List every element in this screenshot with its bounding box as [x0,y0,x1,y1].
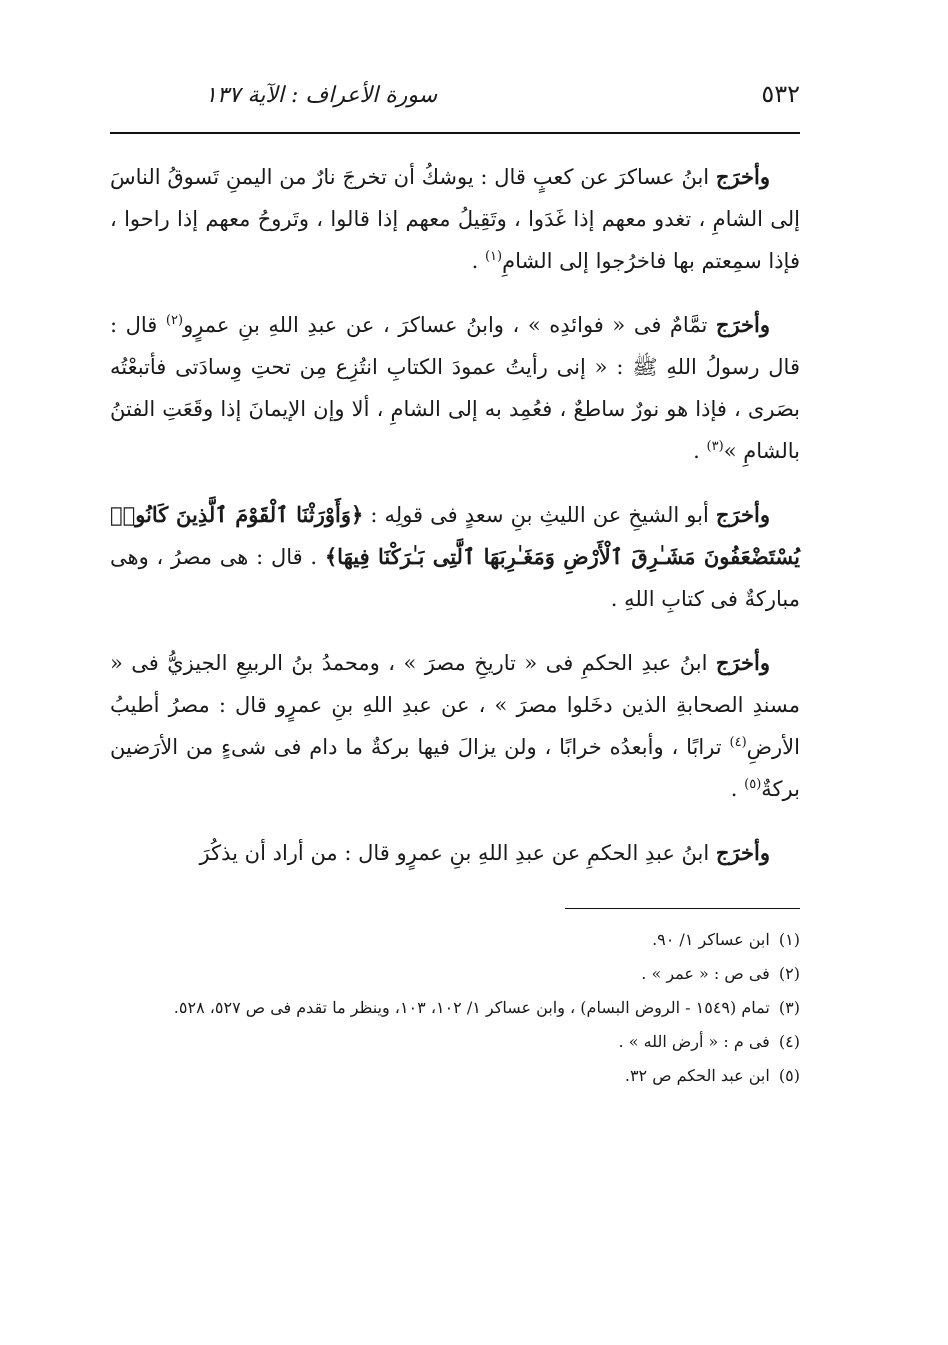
paragraph-lead: وأخرَج [715,840,770,865]
footnote-number: (٣) [778,998,800,1017]
footnote-text: فى ص : « عمر » . [641,964,770,983]
paragraph-lead: وأخرَج [715,502,770,527]
paragraph-2 [110,304,800,472]
footnote-text: تمام (١٥٤٩ - الروض البسام) ، وابن عساكر ١/ ١٠٢، ١٠٣، وينظر ما تقدم فى ص ٥٢٧، ٥٢٨. [173,998,770,1017]
footnote-text: فى م : « أرض الله » . [618,1032,770,1051]
page-number: ٥٣٢ [761,80,800,108]
quran-verse: ﴿وَأَوْرَثْنَا ٱلْقَوْمَ ٱلَّذِينَ كَانُوا۟ يُسْتَضْعَفُونَ مَشَـٰرِقَ ٱلْأَرْضِ وَمَغَـٰرِبَهَا ٱلَّتِى بَـٰرَكْنَا فِيهَا﴾ [110,502,800,569]
paragraph-tail: . [471,249,479,273]
footnote-ref-2[interactable]: (٢) [165,313,184,328]
paragraph-text: ترابًا ، وأبعدُه خرابًا ، ولن يزالَ فيها بركةٌ ما دام فى شىءٍ من الأرَضين بركةٌ [110,735,800,801]
paragraph-text: تمَّامٌ فى « فوائدِه » ، وابنُ عساكرَ ، عن عبدِ اللهِ بنِ عمرٍو [183,313,708,337]
paragraph-text: أبو الشيخِ عن الليثِ بنِ سعدٍ فى قولِه : [370,503,709,527]
body-text [110,156,800,874]
footnote-ref-1[interactable]: (١) [484,249,503,264]
paragraph-5 [110,832,800,874]
paragraph-text: قال : قال رسولُ اللهِ ﷺ : « إنى رأيتُ عمودَ الكتابِ انتُزِع مِن تحتِ وِسادَتى فأتبعْتُه بصَرى ، فإذا هو نورٌ ساطعٌ ، فعُمِد به إلى الشامِ ، ألا وإن الإيمانَ إذا وقَعَتِ الفتنُ بالشامِ » [110,313,800,463]
page [110,80,800,1093]
paragraph-text: ابنُ عبدِ الحكمِ فى « تاريخِ مصرَ » ، ومحمدُ بنُ الربيعِ الجيزيُّ فى « مسندِ الصحابةِ الذين دخَلوا مصرَ » ، عن عبدِ اللهِ بنِ عمرٍو قال : مصرُ أطيبُ الأرضِ [110,651,800,759]
paragraph-lead: وأخرَج [715,164,770,189]
header-rule [110,132,800,134]
footnote-text: ابن عساكر ١/ ٩٠. [652,930,770,949]
footnote-4 [110,1025,800,1059]
paragraph-tail: . [693,439,700,463]
footnote-number: (٥) [778,1066,800,1085]
footnote-3 [110,991,800,1025]
footnote-ref-4[interactable]: (٤) [729,735,747,750]
page-header [110,80,800,128]
paragraph-lead: وأخرَج [715,650,770,675]
footnote-ref-5[interactable]: (٥) [744,777,762,792]
footnote-text: ابن عبد الحكم ص ٣٢. [624,1066,770,1085]
footnote-number: (١) [778,930,800,949]
paragraph-4 [110,642,800,810]
paragraph-3 [110,494,800,620]
paragraph-text: ابنُ عساكرَ عن كعبٍ قال : يوشكُ أن تخرجَ نارٌ من اليمنِ تَسوقُ الناسَ إلى الشامِ ، تغدو معهم إذا غَدَوا ، وتَقِيلُ معهم إذا قالوا ، وتَروحُ معهم إذا راحوا ، فإذا سمِعتم بها فاخرُجوا إلى الشامِ [110,165,800,273]
footnote-ref-3[interactable]: (٣) [706,439,724,454]
footnote-number: (٢) [778,964,800,983]
running-title: سورة الأعراف : الآية ١٣٧ [205,83,438,108]
footnote-rule [565,908,800,909]
paragraph-text: ابنُ عبدِ الحكمِ عن عبدِ اللهِ بنِ عمرٍو قال : من أراد أن يذكُرَ [199,841,710,865]
paragraph-1 [110,156,800,282]
footnote-5 [110,1059,800,1093]
footnote-2 [110,957,800,991]
footnote-number: (٤) [778,1032,800,1051]
paragraph-text: . قال : هى مصرُ ، وهى مباركةٌ فى كتابِ اللهِ . [110,545,800,611]
paragraph-tail: . [730,777,738,801]
footnotes [110,923,800,1093]
paragraph-lead: وأخرَج [715,312,770,337]
footnote-1 [110,923,800,957]
